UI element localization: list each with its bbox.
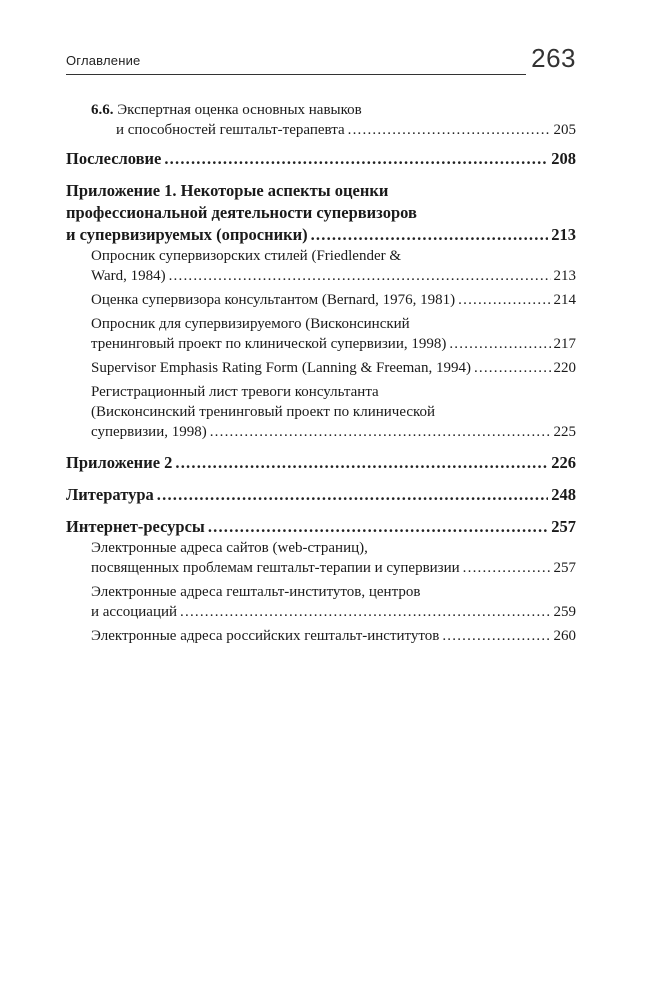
dot-leader — [180, 602, 550, 622]
toc-page-ref: 257 — [553, 560, 576, 576]
toc-entry-title: Послесловие — [66, 149, 162, 168]
dot-leader — [474, 358, 551, 378]
dot-leader — [348, 120, 551, 140]
toc-entry-title: Приложение 2 — [66, 453, 173, 472]
toc-entry-emphasis-rating-form — [66, 358, 576, 378]
toc-entry-line: Электронные адреса гештальт-институтов, центров — [91, 584, 421, 600]
toc-entry-appendix-2 — [66, 452, 576, 474]
toc-entry-6-6 — [66, 100, 576, 140]
dot-leader — [449, 334, 550, 354]
toc-entry-title: Оценка супервизора консультантом (Bernard, 1976, 1981) — [91, 292, 456, 308]
toc-entry-afterword — [66, 148, 576, 170]
toc-page-ref: 220 — [553, 360, 576, 376]
toc-page-ref: 214 — [553, 292, 576, 308]
toc-entry-title: Интернет-ресурсы — [66, 517, 205, 536]
table-of-contents — [66, 100, 576, 646]
dot-leader — [157, 484, 548, 506]
toc-page-ref: 208 — [551, 149, 576, 168]
dot-leader — [169, 266, 551, 286]
dot-leader — [311, 224, 549, 246]
dot-leader — [210, 422, 551, 442]
toc-entry-title-cont: Ward, 1984) — [91, 268, 166, 284]
toc-entry-line: (Висконсинский тренинговый проект по клинической — [91, 404, 436, 420]
toc-page-ref: 205 — [553, 122, 576, 138]
toc-entry-line — [91, 626, 576, 646]
header-rule — [66, 74, 526, 75]
toc-entry-line — [91, 290, 576, 310]
toc-entry-line: Электронные адреса сайтов (web-страниц), — [91, 540, 368, 556]
toc-entry-line — [91, 100, 576, 120]
dot-leader — [463, 558, 551, 578]
toc-entry-line — [91, 120, 576, 140]
toc-entry-title-cont: и ассоциаций — [91, 604, 178, 620]
toc-entry-line — [91, 334, 576, 354]
toc-page-ref: 248 — [551, 485, 576, 504]
toc-entry-line — [91, 358, 576, 378]
toc-entry-title-cont: и супервизируемых (опросники) — [66, 225, 308, 244]
toc-entry-line — [66, 452, 576, 474]
toc-page-ref: 213 — [551, 225, 576, 244]
toc-page-ref: 225 — [553, 424, 576, 440]
toc-entry-supervisor-styles — [66, 246, 576, 286]
toc-entry-title-cont: и способностей гештальт-терапевта — [116, 122, 345, 138]
toc-entry-line — [91, 266, 576, 286]
toc-entry-line: профессиональной деятельности супервизоров — [66, 203, 417, 222]
toc-entry-appendix-1 — [66, 180, 576, 246]
toc-page-ref: 226 — [551, 453, 576, 472]
toc-entry-title: Экспертная оценка основных навыков — [113, 102, 362, 118]
dot-leader — [458, 290, 550, 310]
toc-page-ref: 213 — [553, 268, 576, 284]
toc-entry-anxiety-registration — [66, 382, 576, 442]
toc-page-ref: 259 — [553, 604, 576, 620]
toc-entry-title: Supervisor Emphasis Rating Form (Lanning & Freeman, 1994) — [91, 360, 471, 376]
dot-leader — [164, 148, 548, 170]
dot-leader — [175, 452, 548, 474]
toc-entry-line: Приложение 1. Некоторые аспекты оценки — [66, 181, 389, 200]
toc-entry-title-cont: посвященных проблемам гештальт-терапии и супервизии — [91, 560, 460, 576]
dot-leader — [442, 626, 550, 646]
toc-entry-line — [66, 516, 576, 538]
toc-entry-line — [66, 148, 576, 170]
toc-entry-supervisee-questionnaire — [66, 314, 576, 354]
toc-entry-russian-institutes — [66, 626, 576, 646]
toc-entry-line: Регистрационный лист тревоги консультанта — [91, 384, 379, 400]
page-number: 263 — [531, 43, 576, 73]
toc-entry-line: Опросник для супервизируемого (Висконсинский — [91, 316, 410, 332]
toc-entry-line — [66, 484, 576, 506]
toc-entry-references — [66, 484, 576, 506]
toc-page-ref: 217 — [553, 336, 576, 352]
toc-entry-title: Литература — [66, 485, 154, 504]
toc-entry-title-cont: супервизии, 1998) — [91, 424, 207, 440]
toc-entry-line — [91, 422, 576, 442]
toc-entry-supervisor-evaluation — [66, 290, 576, 310]
toc-entry-title: Электронные адреса российских гештальт-институтов — [91, 628, 440, 644]
toc-entry-institute-addresses — [66, 582, 576, 622]
toc-entry-line — [91, 558, 576, 578]
toc-entry-website-addresses — [66, 538, 576, 578]
dot-leader — [208, 516, 548, 538]
page-header — [66, 40, 576, 80]
running-head: Оглавление — [66, 53, 141, 68]
toc-entry-title-cont: тренинговый проект по клинической супервизии, 1998) — [91, 336, 447, 352]
toc-entry-line: Опросник супервизорских стилей (Friedlender & — [91, 248, 402, 264]
toc-entry-line — [66, 224, 576, 246]
toc-entry-line — [91, 602, 576, 622]
toc-entry-internet-resources — [66, 516, 576, 538]
section-number: 6.6. — [91, 102, 114, 118]
toc-page-ref: 260 — [553, 628, 576, 644]
toc-page-ref: 257 — [551, 517, 576, 536]
